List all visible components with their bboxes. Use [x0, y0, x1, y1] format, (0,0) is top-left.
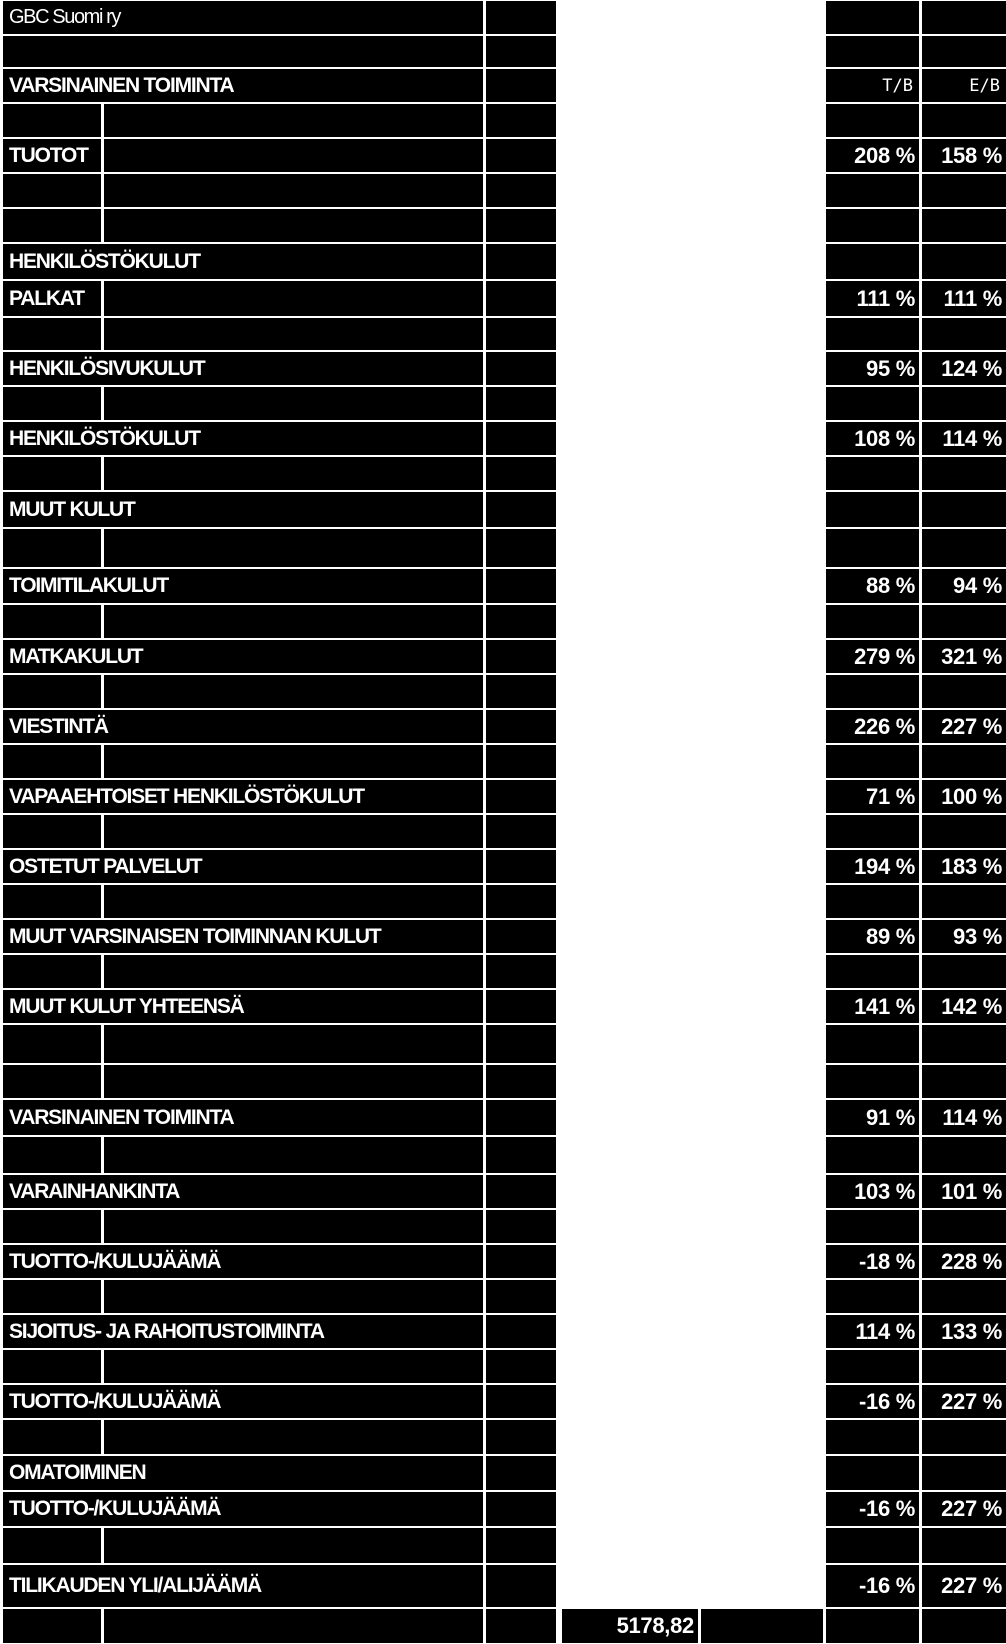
col-header-eb: E/B: [921, 68, 1006, 103]
row-label: VIESTINTÄ: [2, 709, 484, 744]
value-tb: 114 %: [825, 1314, 920, 1349]
row-tilikauden: [0, 1564, 1006, 1608]
spacer-row: [0, 103, 1006, 138]
spacer-row: [0, 1136, 1006, 1174]
value-eb: 100 %: [921, 779, 1006, 814]
spacer-row: [0, 814, 1006, 849]
row-label: VAPAAEHTOISET HENKILÖSTÖKULUT: [2, 779, 484, 814]
value-eb: 133 %: [921, 1314, 1006, 1349]
value-eb: 114 %: [921, 1099, 1006, 1136]
row-label: HENKILÖSIVUKULUT: [2, 351, 484, 386]
row-label: OMATOIMINEN: [2, 1455, 484, 1491]
row-varsinainen-toiminta: [0, 1099, 1006, 1136]
value-tb: 279 %: [825, 639, 920, 674]
row-label: TILIKAUDEN YLI/ALIJÄÄMÄ: [2, 1564, 484, 1608]
value-eb: 93 %: [921, 919, 1006, 954]
col-header-tb: T/B: [825, 68, 920, 103]
row-label: SIJOITUS- JA RAHOITUSTOIMINTA: [2, 1314, 484, 1349]
row-label: PALKAT: [2, 280, 102, 317]
row-tuotto-kulujaama-2: [0, 1384, 1006, 1419]
row-label: MATKAKULUT: [2, 639, 484, 674]
row-label: VARSINAINEN TOIMINTA: [2, 1099, 484, 1136]
spacer-row: [0, 456, 1006, 491]
row-omatoiminen-a: [0, 1455, 1006, 1491]
row-label: HENKILÖSTÖKULUT: [2, 421, 484, 456]
value-tb: -16 %: [825, 1491, 920, 1527]
spacer-row: [0, 1419, 1006, 1455]
value-tb: 194 %: [825, 849, 920, 884]
value-eb: 227 %: [921, 1564, 1006, 1608]
row-label: TOIMITILAKULUT: [2, 568, 484, 604]
row-sijoitus-rahoitus: [0, 1314, 1006, 1349]
value-eb: 111 %: [921, 280, 1006, 317]
value-tb: 91 %: [825, 1099, 920, 1136]
spacer-row: [0, 1064, 1006, 1099]
spacer-row: [0, 674, 1006, 709]
spacer-row: [0, 173, 1006, 208]
value-tb: 95 %: [825, 351, 920, 386]
value-tb: 71 %: [825, 779, 920, 814]
value-eb: 228 %: [921, 1244, 1006, 1279]
value-tb: 108 %: [825, 421, 920, 456]
spacer-row: [0, 1209, 1006, 1244]
value-eb: 114 %: [921, 421, 1006, 456]
row-tuotot: [0, 138, 1006, 173]
value-eb: 124 %: [921, 351, 1006, 386]
spacer-row: [0, 528, 1006, 568]
row-muut-varsinaisen: [0, 919, 1006, 954]
row-varainhankinta: [0, 1174, 1006, 1209]
row-label: TUOTTO-/KULUJÄÄMÄ: [2, 1384, 484, 1419]
row-matkakulut: [0, 639, 1006, 674]
value-tb: 208 %: [825, 138, 920, 173]
spacer-row: [0, 954, 1006, 989]
spacer-row: [0, 317, 1006, 351]
spacer-row: [0, 1279, 1006, 1314]
row-vapaaehtoiset: [0, 779, 1006, 814]
row-henkilostokulut-head: [0, 243, 1006, 280]
value-eb: 321 %: [921, 639, 1006, 674]
spacer-row: [0, 386, 1006, 421]
row-ostetut-palvelut: [0, 849, 1006, 884]
value-eb: 183 %: [921, 849, 1006, 884]
row-tuotto-kulujaama-1: [0, 1244, 1006, 1279]
value-tb: -18 %: [825, 1244, 920, 1279]
row-omatoiminen-b: [0, 1491, 1006, 1527]
row-label: TUOTTO-/KULUJÄÄMÄ: [2, 1244, 484, 1279]
spacer-row: [0, 1527, 1006, 1564]
footer-row: [0, 1608, 1006, 1644]
row-label: TUOTTO-/KULUJÄÄMÄ: [2, 1491, 484, 1527]
value-eb: 227 %: [921, 709, 1006, 744]
value-tb: -16 %: [825, 1384, 920, 1419]
row-viestinta: [0, 709, 1006, 744]
value-eb: 101 %: [921, 1174, 1006, 1209]
spacer-row: [0, 884, 1006, 919]
total-value: 5178,82: [561, 1608, 699, 1644]
spacer-row: [0, 35, 1006, 68]
value-eb: 227 %: [921, 1491, 1006, 1527]
spacer-row: [0, 604, 1006, 639]
row-muut-kulut-yhteensa: [0, 989, 1006, 1024]
row-henkilostokulut: [0, 421, 1006, 456]
row-label: HENKILÖSTÖKULUT: [2, 243, 484, 280]
value-eb: 142 %: [921, 989, 1006, 1024]
row-toimitilakulut: [0, 568, 1006, 604]
title-row: [0, 0, 1006, 35]
spacer-row: [0, 208, 1006, 243]
org-name: GBC Suomi ry: [2, 0, 484, 35]
spacer-row: [0, 1024, 1006, 1064]
row-label: MUUT KULUT YHTEENSÄ: [2, 989, 484, 1024]
value-eb: 158 %: [921, 138, 1006, 173]
section-title: VARSINAINEN TOIMINTA: [2, 68, 484, 103]
spacer-row: [0, 744, 1006, 779]
value-tb: 226 %: [825, 709, 920, 744]
value-eb: 94 %: [921, 568, 1006, 604]
row-muut-kulut-head: [0, 491, 1006, 528]
row-label: MUUT VARSINAISEN TOIMINNAN KULUT: [2, 919, 484, 954]
row-label: VARAINHANKINTA: [2, 1174, 484, 1209]
spacer-row: [0, 1349, 1006, 1384]
value-tb: 141 %: [825, 989, 920, 1024]
value-eb: 227 %: [921, 1384, 1006, 1419]
row-henkilosivukulut: [0, 351, 1006, 386]
header-row: [0, 68, 1006, 103]
value-tb: -16 %: [825, 1564, 920, 1608]
value-tb: 88 %: [825, 568, 920, 604]
value-tb: 111 %: [825, 280, 920, 317]
value-tb: 103 %: [825, 1174, 920, 1209]
value-tb: 89 %: [825, 919, 920, 954]
row-label: OSTETUT PALVELUT: [2, 849, 484, 884]
row-label: TUOTOT: [2, 138, 102, 173]
row-palkat: [0, 280, 1006, 317]
row-label: MUUT KULUT: [2, 491, 484, 528]
